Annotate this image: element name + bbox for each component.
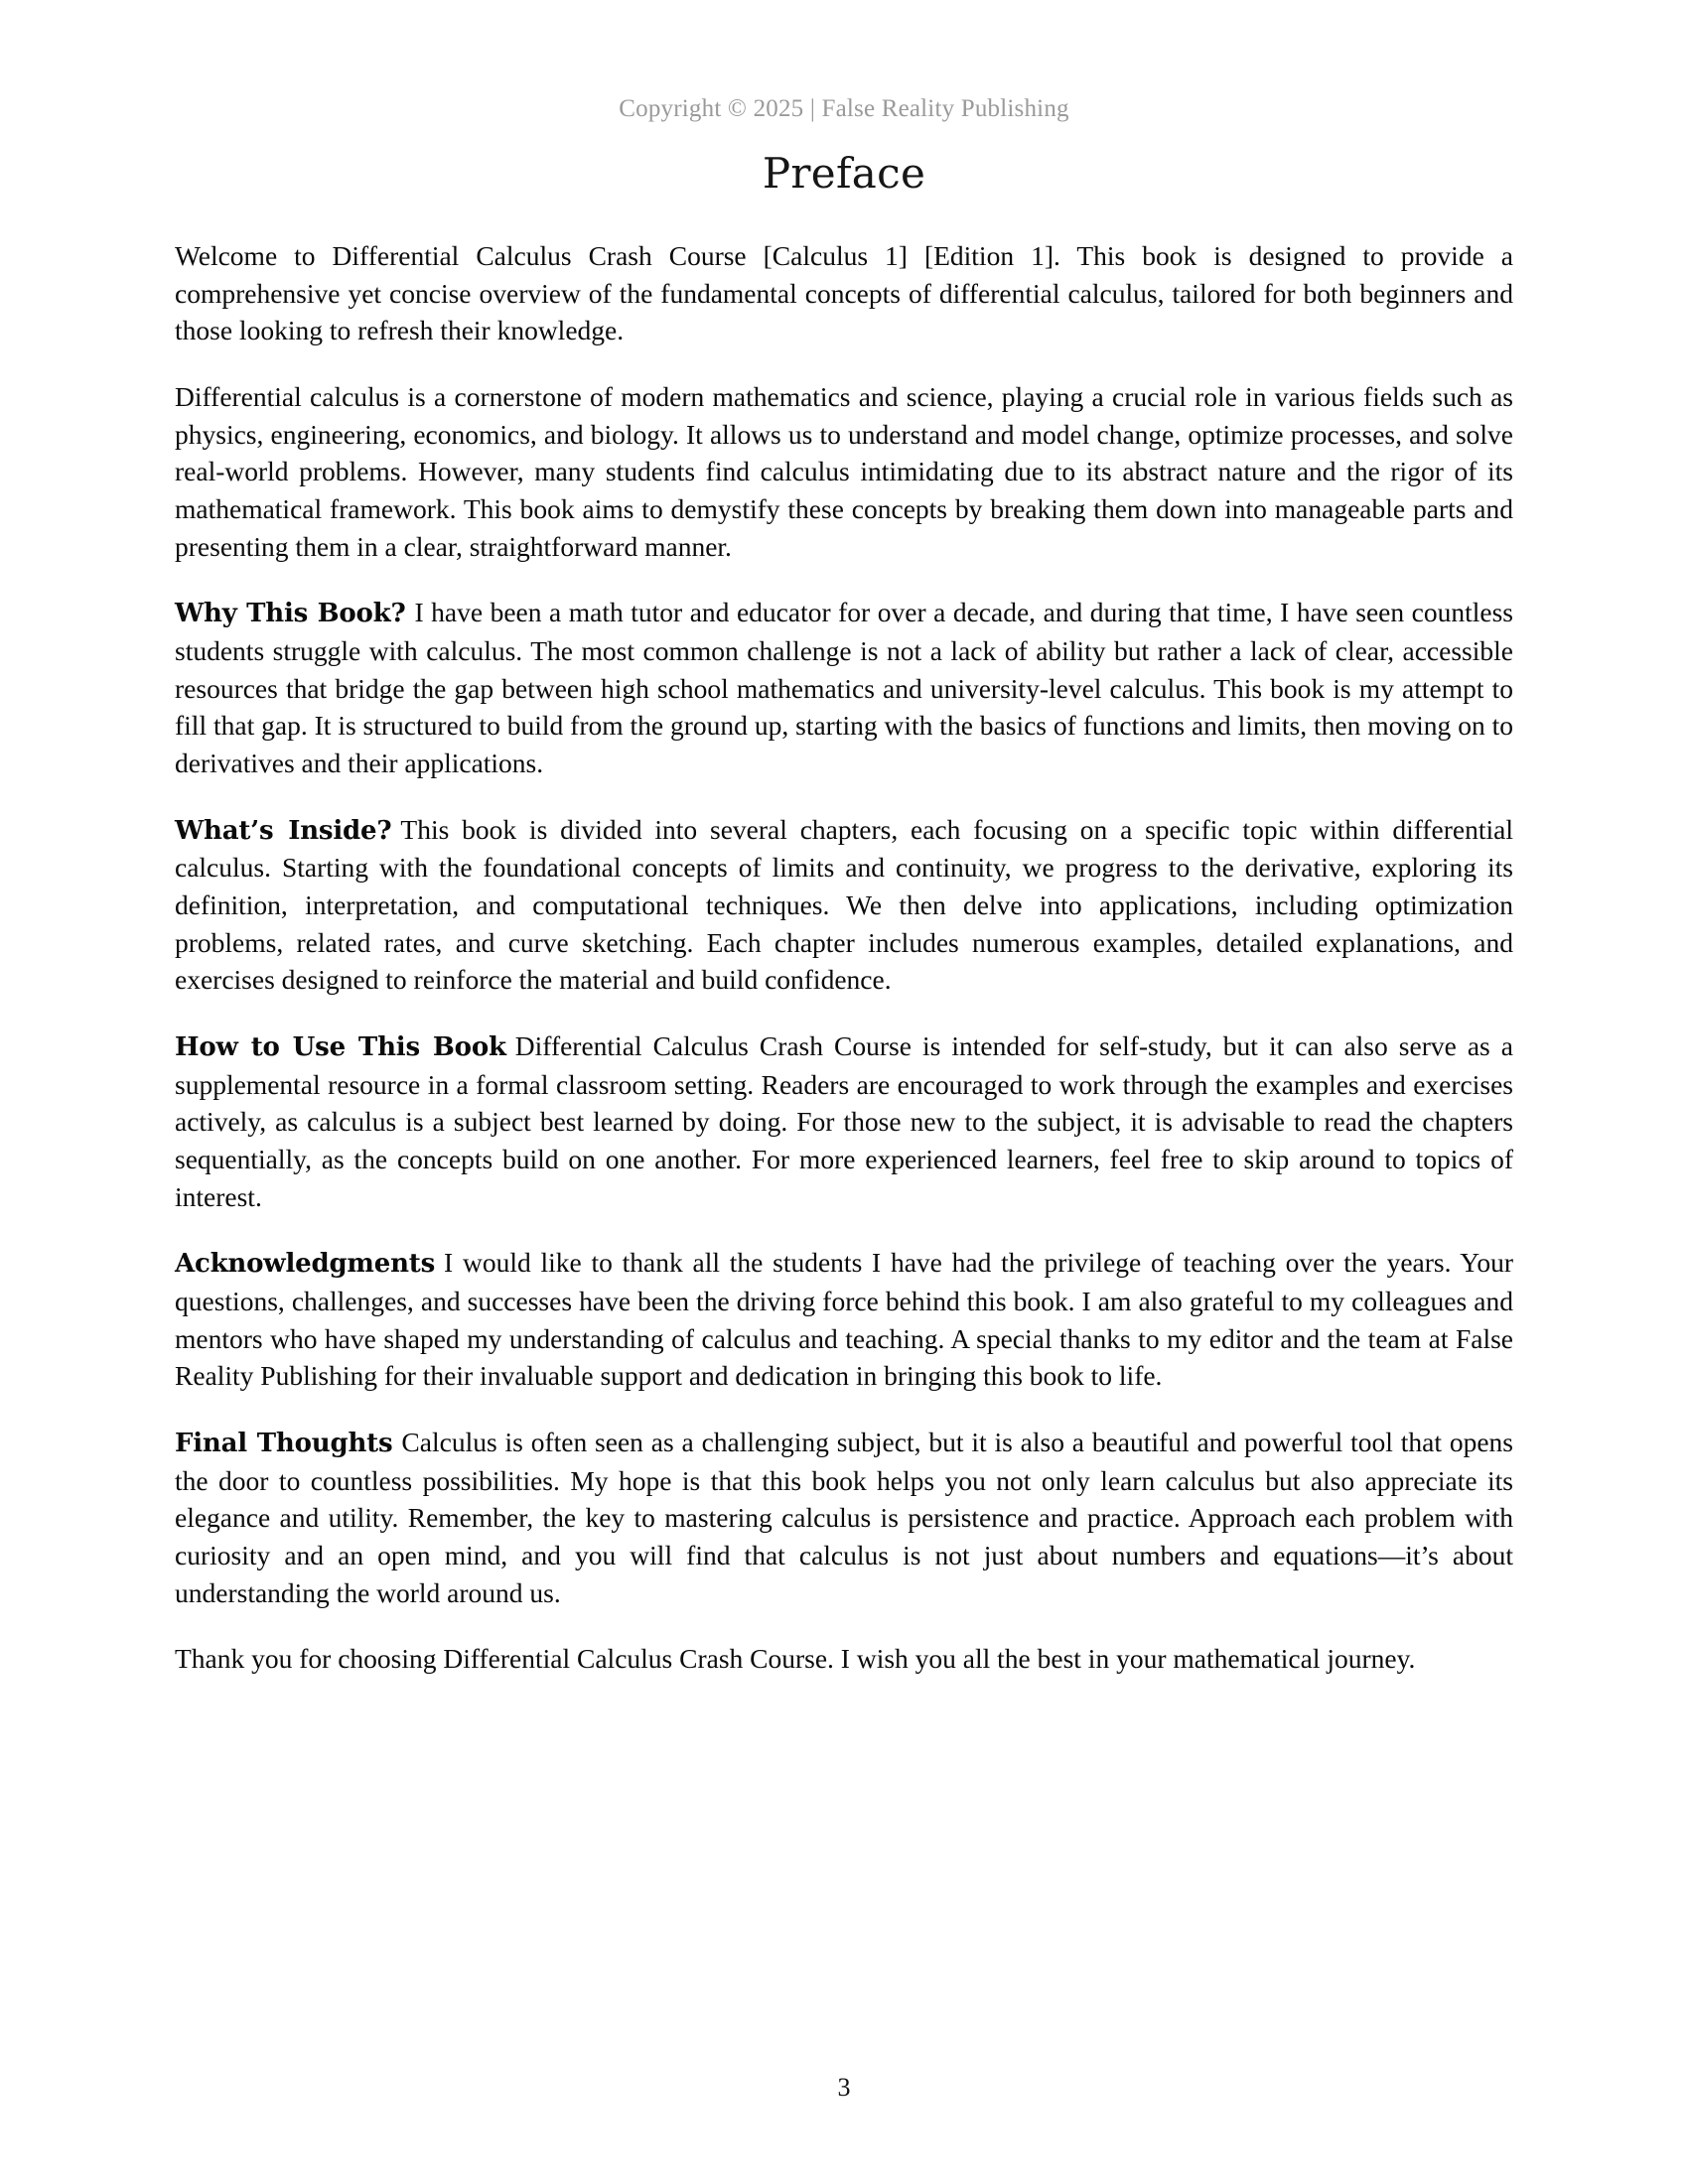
paragraph-text: Thank you for choosing Differential Calculus Crash Course. I wish you all the best in your mathematical journey. — [175, 1643, 1416, 1675]
paragraph-lead-in: Acknowledgments — [175, 1249, 436, 1280]
paragraph-final-thoughts — [175, 1424, 1513, 1611]
paragraph-why-this-book — [175, 594, 1513, 781]
paragraph-lead-in: How to Use This Book — [175, 1031, 506, 1062]
paragraph-acknowledgments — [175, 1244, 1513, 1395]
paragraph-closing — [175, 1640, 1513, 1678]
page-title: Preface — [762, 149, 926, 198]
running-head-copyright: Copyright © 2025 | False Reality Publishing — [619, 95, 1069, 122]
paragraph-text: I have been a math tutor and educator for over a decade, and during that time, I have seen countless students struggle with calculus. The most common challenge is not a lack of ability but rather a lack of clear, accessible resources that bridge the gap between high school mathematics and university-level calculus. This book is my attempt to fill that gap. It is structured to build from the ground up, starting with the basics of functions and limits, then moving on to derivatives and their applications. — [175, 597, 1513, 778]
paragraph-whats-inside — [175, 811, 1513, 999]
preface-body — [175, 237, 1513, 1678]
paragraph-text: I would like to thank all the students I have had the privilege of teaching over the years. Your questions, challenges, and successes have been the driving force behind this book. I am also grateful to my colleagues and mentors who have shaped my understanding of calculus and teaching. A special thanks to my editor and the team at False Reality Publishing for their invaluable support and dedication in bringing this book to life. — [175, 1247, 1513, 1392]
paragraph-text: Welcome to Differential Calculus Crash Course [Calculus 1] [Edition 1]. This book is designed to provide a comprehensive yet concise overview of the fundamental concepts of differential calculus, tailored for both beginners and those looking to refresh their knowledge. — [175, 240, 1513, 346]
paragraph-how-to-use — [175, 1027, 1513, 1215]
page-number: 3 — [837, 2073, 851, 2102]
paragraph-lead-in: Why This Book? — [175, 599, 406, 629]
paragraph-text: Differential Calculus Crash Course is intended for self-study, but it can also serve as a supplemental resource in a formal classroom setting. Readers are encouraged to work through the examples and exercises actively, as calculus is a subject best learned by doing. For those new to the subject, it is advisable to read the chapters sequentially, as the concepts build on one another. For more experienced learners, feel free to skip around to topics of interest. — [175, 1029, 1513, 1212]
paragraph-intro — [175, 237, 1513, 349]
paragraph-cornerstone — [175, 378, 1513, 565]
paragraph-text: Differential calculus is a cornerstone of modern mathematics and science, playing a crucial role in various fields such as physics, engineering, economics, and biology. It allows us to understand and model change, optimize processes, and solve real-world problems. However, many students find calculus intimidating due to its abstract nature and the rigor of its mathematical framework. This book aims to demystify these concepts by breaking them down into manageable parts and presenting them in a clear, straightforward manner. — [175, 381, 1513, 562]
paragraph-lead-in: Final Thoughts — [175, 1428, 393, 1458]
paragraph-text: This book is divided into several chapters, each focusing on a specific topic within differential calculus. Starting with the foundational concepts of limits and continuity, we progress to the derivative, exploring its definition, interpretation, and computational techniques. We then delve into applications, including optimization problems, related rates, and curve sketching. Each chapter includes numerous examples, detailed explanations, and exercises designed to reinforce the material and build confidence. — [175, 813, 1513, 996]
paragraph-lead-in: What’s Inside? — [175, 815, 392, 846]
paragraph-text: Calculus is often seen as a challenging subject, but it is also a beautiful and powerful tool that opens the door to countless possibilities. My hope is that this book helps you not only learn calculus but also appreciate its elegance and utility. Remember, the key to mastering calculus is persistence and practice. Approach each problem with curiosity and an open mind, and you will find that calculus is not just about numbers and equations—it’s about understanding the world around us. — [175, 1426, 1513, 1608]
